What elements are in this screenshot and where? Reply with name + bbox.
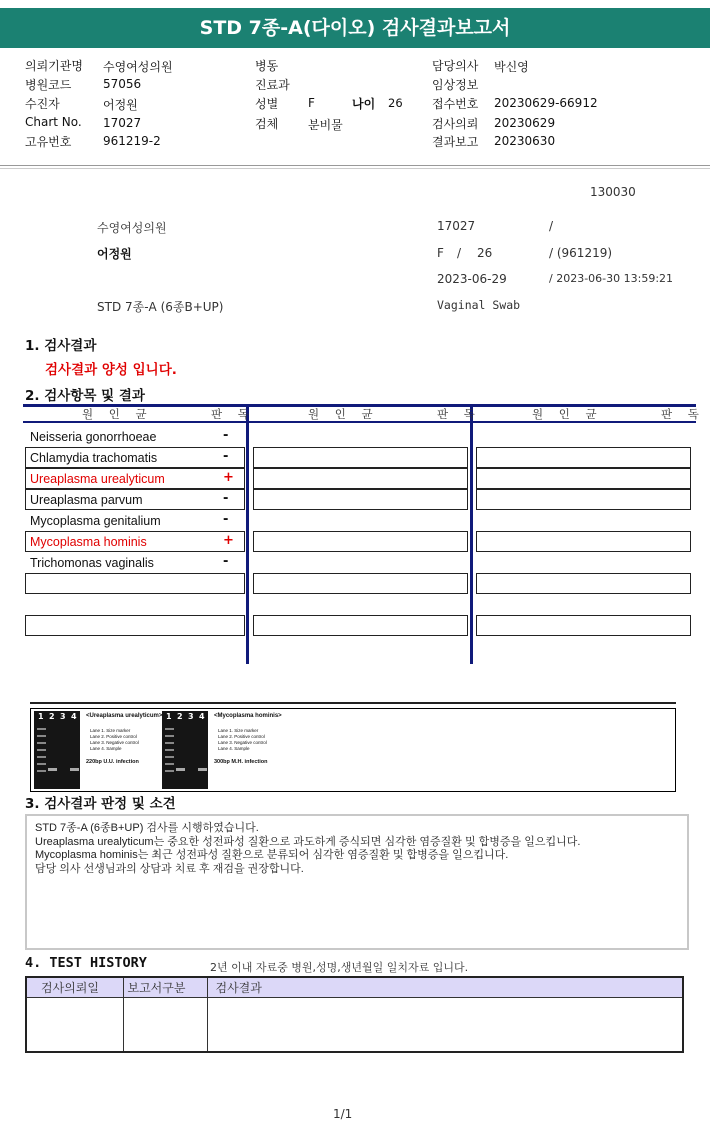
organism-name: Chlamydia trachomatis [30,451,158,465]
organism-name: Ureaplasma urealyticum [30,472,165,486]
gel-band [37,728,46,730]
col-header-organism: 원 인 균 [82,407,153,421]
header-label: 담당의사 [432,59,479,73]
lab-code: 130030 [590,185,636,199]
col-header-result: 판 독 [437,407,481,421]
col-header-result: 판 독 [211,407,255,421]
empty-result-cell [476,447,691,468]
opinion-line: Ureaplasma urealyticum는 중요한 성전파성 질환으로 과도하게 증식되면 심각한 염증질환 및 합병증을 일으킵니다. [35,835,581,848]
gel-legend-line: Lane 3. Negative control [90,740,139,745]
gel-legend-line: Lane 2. Positive control [90,734,137,739]
history-cell [207,997,683,1052]
organism-result: - [223,512,229,527]
header-value: 17027 [103,116,142,130]
gel-band [165,770,174,772]
gel-title: <Mycoplasma hominis> [214,713,282,719]
header-label: 결과보고 [432,135,479,149]
gel-band [165,756,174,758]
organism-name: Mycoplasma genitalium [30,514,161,528]
result-row-frame [25,573,245,594]
lane-number: 3 [60,712,66,721]
empty-result-cell [253,468,468,489]
gel-band [37,749,46,751]
header-divider-2 [0,168,710,169]
opinion-line: Mycoplasma hominis는 최근 성전파성 질환으로 분류되어 심각한 염증질환 및 합병증을 일으킵니다. [35,849,509,861]
opinion-line: 담당 의사 선생님과의 상담과 치료 후 재검을 권장합니다. [35,862,304,875]
organism-result: - [223,428,229,443]
lane-number: 2 [177,712,183,721]
organism-result: - [223,491,229,506]
empty-result-cell [476,468,691,489]
organism-result: + [223,533,234,548]
mid-slash: / [549,219,554,233]
gel-band [165,763,174,765]
header-label: 임상정보 [432,78,479,92]
history-note: 2년 이내 자료중 병원,성명,생년월일 일치자료 입니다. [210,961,469,974]
opinion-line: STD 7종-A (6종B+UP) 검사를 시행하였습니다. [35,822,259,834]
gel-band [37,756,46,758]
empty-result-cell [253,615,468,636]
gel-image-frame [30,708,676,792]
header-divider [0,165,710,166]
history-table [25,976,684,1053]
gel-band [165,735,174,737]
gel-legend-line: Lane 4. Sample [218,746,250,751]
section1-title: 1. 검사결과 [25,338,97,354]
gel-band [37,770,46,772]
header-label: 의뢰기관명 [25,59,83,73]
header-label: 성별 [255,97,279,111]
header-value: F [308,96,315,110]
gel-title: <Ureaplasma urealyticum> [86,713,163,719]
organism-result: + [223,470,234,485]
mid-hospital: 수영여성의원 [97,221,167,235]
empty-result-cell [476,615,691,636]
mid-sex-slash: / [457,246,462,260]
history-col-date: 검사의뢰일 [26,977,123,997]
page-number: 1/1 [333,1107,353,1121]
header-label: 접수번호 [432,97,479,111]
results-col-divider-1 [246,404,249,664]
header-value: 분비물 [308,118,343,132]
empty-result-cell [253,573,468,594]
col-header-result: 판 독 [661,407,705,421]
mid-test: STD 7종-A (6종B+UP) [97,300,224,314]
header-label: 수진자 [25,97,60,111]
gel-note: 300bp M.H. infection [214,759,268,765]
report-title: STD 7종-A(다이오) 검사결과보고서 [0,8,710,48]
organism-result: - [223,449,229,464]
header-value: 수영여성의원 [103,60,173,74]
gel-band [165,749,174,751]
age-label: 나이 [352,97,376,111]
history-col-type: 보고서구분 [123,977,207,997]
age-value: 26 [388,96,403,110]
gel-legend-line: Lane 2. Positive control [218,734,265,739]
organism-name: Neisseria gonorrhoeae [30,430,157,444]
history-cell [26,997,123,1052]
result-summary: 검사결과 양성 입니다. [45,362,177,378]
header-label: 병원코드 [25,78,72,92]
lane-number: 1 [166,712,172,721]
empty-result-cell [253,531,468,552]
organism-name: Trichomonas vaginalis [30,556,154,570]
gel-band [70,768,79,771]
mid-sex: F [437,246,444,260]
section4-title: 4. TEST HISTORY [25,955,147,971]
empty-result-cell [476,531,691,552]
gel-note: 220bp U.U. infection [86,759,139,765]
header-label: Chart No. [25,115,82,129]
section2-title: 2. 검사항목 및 결과 [25,388,145,404]
header-label: 검체 [255,117,279,131]
empty-result-cell [476,489,691,510]
header-value: 20230630 [494,134,556,148]
header-label: 병동 [255,59,279,73]
mid-birth: / (961219) [549,246,613,260]
header-value: 57056 [103,77,142,91]
mid-patient: 어정원 [97,247,132,261]
lane-number: 3 [188,712,194,721]
gel-band [37,735,46,737]
gel-band [165,742,174,744]
history-cell [123,997,207,1052]
mid-age: 26 [477,246,493,260]
empty-result-cell [476,573,691,594]
organism-name: Ureaplasma parvum [30,493,143,507]
gel-legend-line: Lane 4. Sample [90,746,122,751]
header-value: 어정원 [103,98,138,112]
organism-name: Mycoplasma hominis [30,535,147,549]
gel-band [198,768,207,771]
gel-divider [30,702,676,704]
gel-band [165,728,174,730]
gel-band [37,763,46,765]
header-value: 961219-2 [103,134,161,148]
header-label: 검사의뢰 [432,117,479,131]
opinion-box [25,814,689,950]
header-label: 진료과 [255,78,290,92]
section3-title: 3. 검사결과 판정 및 소견 [25,796,176,812]
empty-result-cell [253,489,468,510]
empty-result-cell [253,447,468,468]
gel-legend-line: Lane 1. Size marker [218,728,259,733]
result-row-frame [25,615,245,636]
lane-number: 1 [38,712,44,721]
header-label: 고유번호 [25,135,72,149]
mid-reported: / 2023-06-30 13:59:21 [549,272,674,285]
col-header-organism: 원 인 균 [308,407,379,421]
mid-date: 2023-06-29 [437,272,507,286]
mid-chart: 17027 [437,219,476,233]
gel-band [48,768,57,771]
lane-number: 2 [49,712,55,721]
header-value: 20230629 [494,116,556,130]
history-col-result: 검사결과 [207,977,683,997]
results-col-divider-2 [470,404,473,664]
mid-specimen: Vaginal Swab [437,298,521,312]
gel-legend-line: Lane 1. Size marker [90,728,131,733]
header-value: 박신영 [494,60,529,74]
gel-band [176,768,185,771]
lane-number: 4 [199,712,205,721]
gel-band [37,742,46,744]
header-value: 20230629-66912 [494,96,598,110]
lane-number: 4 [71,712,77,721]
col-header-organism: 원 인 균 [532,407,603,421]
gel-legend-line: Lane 3. Negative control [218,740,267,745]
organism-result: - [223,554,229,569]
